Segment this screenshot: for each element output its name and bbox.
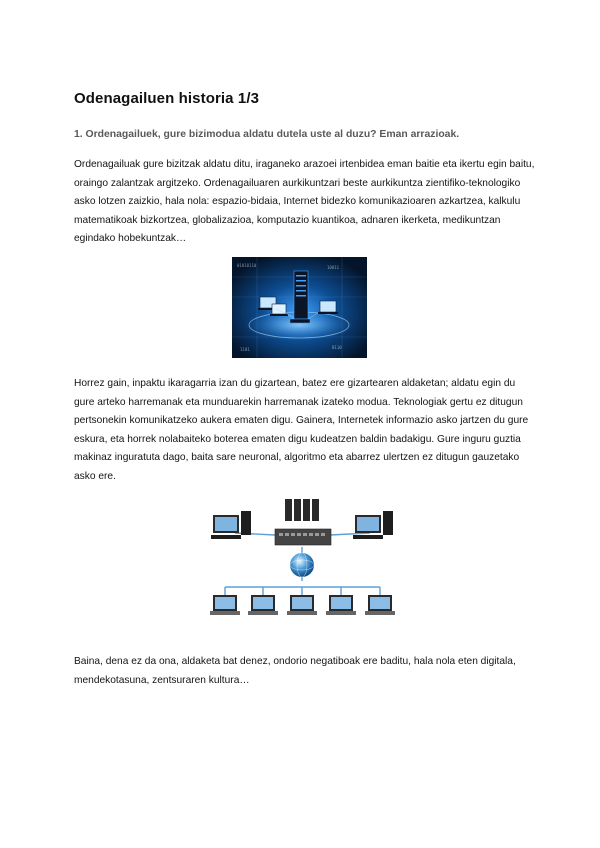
svg-text:10011: 10011 (327, 265, 340, 270)
paragraph-1: Ordenagailuak gure bizitzak aldatu ditu, iraganeko arazoei irtenbidea eman baitie eta ikertu egin baitu, oraingo zalantzak argitzeko. Ordenagailuaren aurkikuntzari beste aurkikuntza zientifiko-teknologiko asko lotzen zaizkio, hala nola: espazio-bidaia, Internet bidezko komunikazioaren azkartzea, kalkulu matematikoak bizkortzea, globalizazioa, komputazio kuantikoa, adnaren ikerketa, medikuntzan egindako hobekuntzak… (74, 159, 535, 245)
svg-text:0110: 0110 (332, 345, 342, 350)
network-diagram-icon (205, 495, 400, 630)
svg-text:01010110: 01010110 (237, 263, 257, 268)
paragraph-3: Baina, dena ez da ona, aldaketa bat denez, ondorio negatiboak ere baditu, hala nola eten digitala, mendekotasuna, zentsuraren kultura… (74, 656, 516, 686)
question-heading: 1. Ordenagailuek, gure bizimodua aldatu dutela uste al duzu? Eman arrazioak. (74, 129, 460, 140)
svg-text:1101: 1101 (240, 347, 250, 352)
paragraph-2: Horrez gain, inpaktu ikaragarria izan du gizartean, batez ere gizartearen aldaketan; aldatu egin du gure arteko harremanak eta munduarekin harremanak izateko modua. Teknologiak gertu ez ditugun pertsonekin komunikatzeko aukera ematen digu. Gainera, Internetek informazio asko jartzen du gure eskura, eta horrek nolabaiteko boterea ematen digu kudeatzen baldin badakigu. Gure inguru guztia makinaz inguratuta dago, baita sare neuronal, algoritmo eta abarrez ulertzen ez ditugun gauzetako asko ere. (74, 378, 529, 482)
server-network-photo-icon (232, 257, 367, 358)
page-title: Odenagailuen historia 1/3 (74, 90, 260, 107)
